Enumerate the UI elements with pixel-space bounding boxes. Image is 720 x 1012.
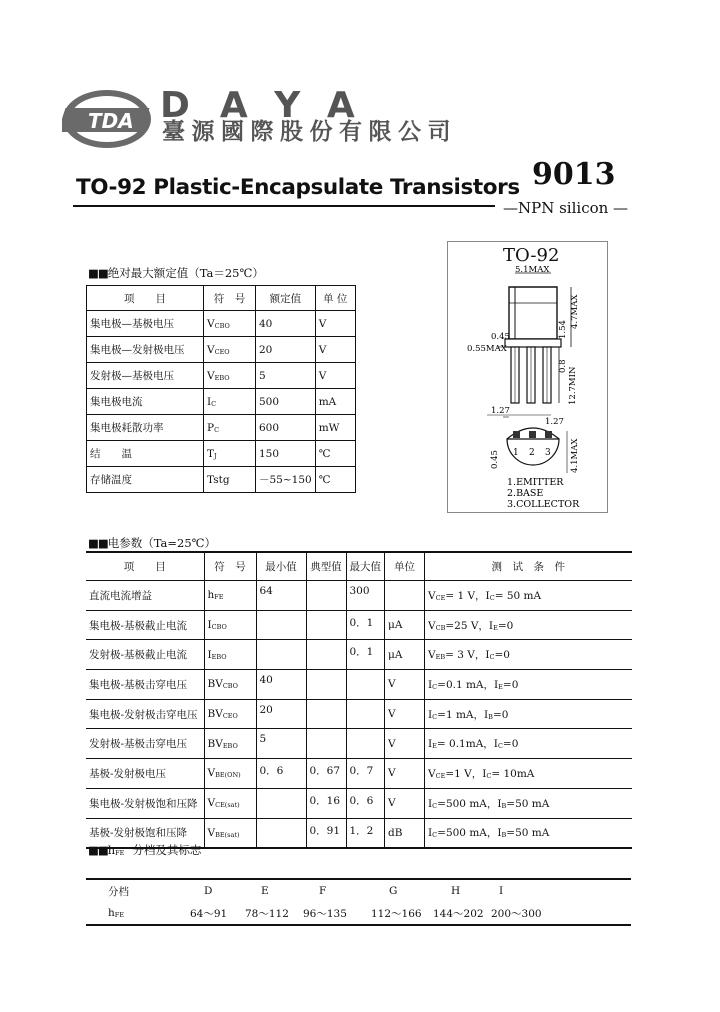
range-label bbox=[86, 902, 186, 925]
grade-letter: G bbox=[389, 885, 398, 897]
symbol bbox=[204, 467, 256, 493]
test-condition: $I_C=500$ mA，$I_B=50$ mA bbox=[425, 788, 632, 818]
unit: V bbox=[315, 363, 355, 389]
min-value bbox=[256, 818, 306, 848]
symbol-sub: EBO bbox=[211, 652, 227, 661]
min-value bbox=[256, 788, 306, 818]
table-row bbox=[87, 441, 356, 467]
table-row bbox=[86, 759, 632, 789]
grade-range: 96～135 bbox=[303, 907, 347, 920]
table-row bbox=[87, 467, 356, 493]
range-label-sym: h bbox=[108, 907, 115, 919]
dim-height: 4.7MAX bbox=[570, 294, 580, 329]
param-name: 集电极电流 bbox=[87, 389, 204, 415]
brand-name-cn: 臺源國際股份有限公司 bbox=[162, 119, 457, 145]
column-header: 单 位 bbox=[315, 286, 355, 311]
typ-value bbox=[306, 729, 346, 759]
test-condition: $I_E= 0.1mA$，$I_C=0$ bbox=[425, 729, 632, 759]
typ-value bbox=[306, 640, 346, 670]
min-value bbox=[256, 640, 306, 670]
typ-value bbox=[306, 581, 346, 611]
unit: μA bbox=[385, 640, 425, 670]
max-value: 0．6 bbox=[346, 788, 385, 818]
symbol-base: BV bbox=[207, 737, 223, 750]
rating-value: 20 bbox=[256, 337, 316, 363]
max-value: 300 bbox=[346, 581, 385, 611]
test-condition: $V_{CE}= 1$ V，$I_C= 50$ mA bbox=[425, 581, 632, 611]
grade-letter: F bbox=[319, 885, 327, 897]
symbol-base: V bbox=[207, 343, 215, 356]
pin-number: 3 bbox=[545, 448, 551, 458]
param-name: 集电极—发射极电压 bbox=[87, 337, 204, 363]
test-condition: $I_C=1$ mA，$I_B=0$ bbox=[425, 699, 632, 729]
symbol bbox=[204, 581, 256, 611]
dim-0-55: 0.55MAX bbox=[467, 344, 507, 354]
symbol bbox=[204, 759, 256, 789]
grade-letter: E bbox=[261, 885, 269, 897]
table-row bbox=[86, 788, 632, 818]
hfe-range-row bbox=[86, 902, 631, 925]
typ-value: 0．91 bbox=[306, 818, 346, 848]
min-value: 20 bbox=[256, 699, 306, 729]
dim-0-45-bottom: 0.45 bbox=[490, 450, 500, 469]
test-condition: $V_{CE}=1$ V，$I_C= 10mA$ bbox=[425, 759, 632, 789]
table-header-row bbox=[86, 552, 632, 581]
table-row bbox=[87, 363, 356, 389]
hfe-heading-sym: h bbox=[107, 843, 116, 857]
grade-letter: D bbox=[204, 885, 213, 897]
table-header-row bbox=[87, 286, 356, 311]
hfe-grade-row bbox=[86, 879, 631, 902]
symbol bbox=[204, 610, 256, 640]
dim-pitch-1: 1.27 bbox=[491, 406, 510, 416]
column-header: 项 目 bbox=[87, 286, 204, 311]
min-value: 5 bbox=[256, 729, 306, 759]
max-value bbox=[346, 729, 385, 759]
param-name: 基极-发射极电压 bbox=[86, 759, 204, 789]
grade-range: 64～91 bbox=[190, 907, 228, 920]
rating-value: 150 bbox=[256, 441, 316, 467]
symbol-base: P bbox=[207, 421, 215, 434]
pin-label-emitter: 1.EMITTER bbox=[507, 477, 564, 488]
symbol-sub: BE(ON) bbox=[215, 771, 241, 780]
part-number: 9013 bbox=[532, 157, 616, 192]
unit: dB bbox=[385, 818, 425, 848]
symbol-base: I bbox=[207, 395, 212, 408]
param-name: 集电极-发射极饱和压降 bbox=[86, 788, 204, 818]
pin-label-base: 2.BASE bbox=[507, 488, 544, 499]
unit: ℃ bbox=[315, 467, 355, 493]
column-header: 符 号 bbox=[204, 286, 256, 311]
symbol bbox=[204, 670, 256, 700]
param-name: 存储温度 bbox=[87, 467, 204, 493]
unit bbox=[385, 581, 425, 611]
column-header: 额定值 bbox=[256, 286, 316, 311]
abs-max-heading bbox=[88, 266, 264, 280]
symbol-sub: EBO bbox=[214, 373, 230, 382]
hfe-heading bbox=[88, 843, 201, 860]
symbol-base: h bbox=[207, 589, 215, 602]
symbol-sub: CEO bbox=[214, 347, 230, 356]
pin-number: 1 bbox=[513, 448, 519, 458]
unit: V bbox=[315, 311, 355, 337]
typ-value: 0．16 bbox=[306, 788, 346, 818]
column-header: 最小值 bbox=[256, 552, 306, 581]
test-condition: $V_{EB}= 3$ V，$I_C=0$ bbox=[425, 640, 632, 670]
symbol-base: I bbox=[207, 619, 212, 632]
param-name: 直流电流增益 bbox=[86, 581, 204, 611]
unit: V bbox=[385, 759, 425, 789]
brand-name-en: DAYA bbox=[160, 85, 385, 126]
symbol-base: V bbox=[207, 317, 215, 330]
pin-label-collector: 3.COLLECTOR bbox=[507, 499, 580, 510]
hfe-grade-table bbox=[86, 878, 631, 926]
company-logo bbox=[62, 88, 158, 150]
symbol-base: BV bbox=[207, 678, 223, 691]
electrical-table bbox=[86, 551, 632, 849]
max-value bbox=[346, 670, 385, 700]
symbol-sub: FE bbox=[214, 593, 224, 602]
symbol bbox=[204, 729, 256, 759]
symbol-sub: C bbox=[211, 399, 217, 408]
symbol-sub: BE(sat) bbox=[215, 830, 240, 839]
symbol-sub: CEO bbox=[222, 712, 238, 721]
electrical-body bbox=[86, 581, 632, 849]
max-value: 0．1 bbox=[346, 610, 385, 640]
symbol bbox=[204, 363, 256, 389]
table-row bbox=[86, 729, 632, 759]
symbol-base: V bbox=[207, 767, 216, 780]
param-name: 集电极-基极击穿电压 bbox=[86, 670, 204, 700]
table-row bbox=[86, 670, 632, 700]
grade-range: 78～112 bbox=[245, 907, 289, 920]
min-value: 0．6 bbox=[256, 759, 306, 789]
dim-depth: 4.1MAX bbox=[570, 438, 580, 473]
test-condition: $V_{CB}=25$ V，$I_E=0$ bbox=[425, 610, 632, 640]
symbol bbox=[204, 441, 256, 467]
column-header: 典型值 bbox=[306, 552, 346, 581]
min-value: 64 bbox=[256, 581, 306, 611]
param-name: 集电极—基极电压 bbox=[87, 311, 204, 337]
symbol-base: I bbox=[207, 648, 212, 661]
dim-width: 5.1MAX bbox=[515, 265, 550, 275]
table-row bbox=[86, 610, 632, 640]
symbol-base: BV bbox=[207, 708, 223, 721]
symbol bbox=[204, 311, 256, 337]
symbol bbox=[204, 788, 256, 818]
document-title: TO-92 Plastic-Encapsulate Transistors bbox=[76, 175, 520, 200]
unit: ℃ bbox=[315, 441, 355, 467]
param-name: 发射极—基极电压 bbox=[87, 363, 204, 389]
symbol bbox=[204, 818, 256, 848]
package-title: TO-92 bbox=[503, 245, 560, 266]
unit: V bbox=[385, 729, 425, 759]
rating-value: 40 bbox=[256, 311, 316, 337]
unit: V bbox=[315, 337, 355, 363]
abs-max-heading-text: 绝对最大额定值（Ta＝25℃） bbox=[107, 266, 264, 280]
grade-label: 分档 bbox=[108, 885, 129, 898]
unit: V bbox=[385, 788, 425, 818]
logo-mark-text: TDA bbox=[88, 109, 134, 133]
param-name: 集电极耗散功率 bbox=[87, 415, 204, 441]
dim-0-8: 0.8 bbox=[558, 359, 568, 373]
symbol-sub: CBO bbox=[222, 682, 239, 691]
test-condition: $I_C=500$ mA，$I_B=50$ mA bbox=[425, 818, 632, 848]
symbol-sub: CBO bbox=[211, 623, 227, 632]
hfe-heading-sub: FE bbox=[115, 849, 125, 857]
test-condition: $I_C=0.1$ mA，$I_E=0$ bbox=[425, 670, 632, 700]
grade-range: 112～166 bbox=[371, 907, 422, 920]
abs-max-table bbox=[86, 285, 356, 493]
typ-value bbox=[306, 699, 346, 729]
column-header: 最大值 bbox=[346, 552, 385, 581]
grade-range: 144～202 bbox=[433, 907, 484, 920]
symbol-base: T bbox=[207, 447, 215, 460]
param-name: 发射极-基极截止电流 bbox=[86, 640, 204, 670]
max-value: 1．2 bbox=[346, 818, 385, 848]
typ-value bbox=[306, 610, 346, 640]
dim-lead-length: 12.7MIN bbox=[568, 366, 578, 405]
symbol-base: V bbox=[207, 797, 216, 810]
to92-package-drawing bbox=[447, 241, 608, 513]
min-value bbox=[256, 610, 306, 640]
range-label-sub: FE bbox=[114, 911, 125, 919]
column-header: 单位 bbox=[385, 552, 425, 581]
symbol bbox=[204, 640, 256, 670]
symbol-sub: CE(sat) bbox=[215, 801, 240, 810]
heading-marks: ■■ bbox=[88, 843, 108, 857]
dim-0-45-top: 0.45 bbox=[491, 332, 510, 342]
max-value bbox=[346, 699, 385, 729]
param-name: 结 温 bbox=[87, 441, 204, 467]
column-header: 符 号 bbox=[204, 552, 256, 581]
rating-value: 600 bbox=[256, 415, 316, 441]
unit: mA bbox=[315, 389, 355, 415]
title-rule bbox=[73, 205, 495, 207]
rating-value: 5 bbox=[256, 363, 316, 389]
dim-pitch-2: 1.27 bbox=[545, 417, 564, 427]
table-row bbox=[86, 699, 632, 729]
unit: V bbox=[385, 699, 425, 729]
symbol-base: V bbox=[207, 826, 216, 839]
column-header: 项 目 bbox=[86, 552, 204, 581]
device-type-subtitle: —NPN silicon — bbox=[503, 199, 629, 217]
max-value: 0．7 bbox=[346, 759, 385, 789]
symbol-sub: C bbox=[214, 425, 220, 434]
min-value: 40 bbox=[256, 670, 306, 700]
electrical-heading-text: 电参数（Ta=25℃） bbox=[107, 536, 217, 550]
grade-range: 200～300 bbox=[491, 907, 542, 920]
column-header: 测 试 条 件 bbox=[425, 552, 632, 581]
dim-1-54: 1.54 bbox=[558, 320, 568, 339]
unit: V bbox=[385, 670, 425, 700]
symbol-base: V bbox=[207, 369, 215, 382]
table-row bbox=[87, 415, 356, 441]
typ-value: 0．67 bbox=[306, 759, 346, 789]
param-name: 基极-发射极饱和压降 bbox=[86, 818, 204, 848]
table-row bbox=[87, 311, 356, 337]
typ-value bbox=[306, 670, 346, 700]
table-row bbox=[86, 640, 632, 670]
param-name: 集电极-基极截止电流 bbox=[86, 610, 204, 640]
rating-value: 500 bbox=[256, 389, 316, 415]
symbol bbox=[204, 389, 256, 415]
unit: μA bbox=[385, 610, 425, 640]
symbol-sub: J bbox=[214, 451, 217, 460]
grade-letter: H bbox=[451, 885, 461, 897]
heading-marks: ■■ bbox=[88, 266, 108, 280]
electrical-heading bbox=[88, 536, 216, 550]
symbol bbox=[204, 415, 256, 441]
abs-max-body bbox=[87, 311, 356, 493]
hfe-heading-text: 分档及其标志 bbox=[132, 843, 202, 857]
grade-letter: I bbox=[499, 885, 504, 897]
param-name: 集电极-发射极击穿电压 bbox=[86, 699, 204, 729]
symbol bbox=[204, 699, 256, 729]
max-value: 0．1 bbox=[346, 640, 385, 670]
symbol-sub: CBO bbox=[214, 321, 230, 330]
table-row bbox=[87, 337, 356, 363]
param-name: 发射极-基极击穿电压 bbox=[86, 729, 204, 759]
heading-marks: ■■ bbox=[88, 536, 108, 550]
pin-number: 2 bbox=[529, 448, 535, 458]
table-row bbox=[86, 581, 632, 611]
symbol-base: Tstg bbox=[207, 473, 230, 486]
symbol bbox=[204, 337, 256, 363]
unit: mW bbox=[315, 415, 355, 441]
table-row bbox=[87, 389, 356, 415]
rating-value: －55~150 bbox=[256, 467, 316, 493]
symbol-sub: EBO bbox=[222, 741, 238, 750]
